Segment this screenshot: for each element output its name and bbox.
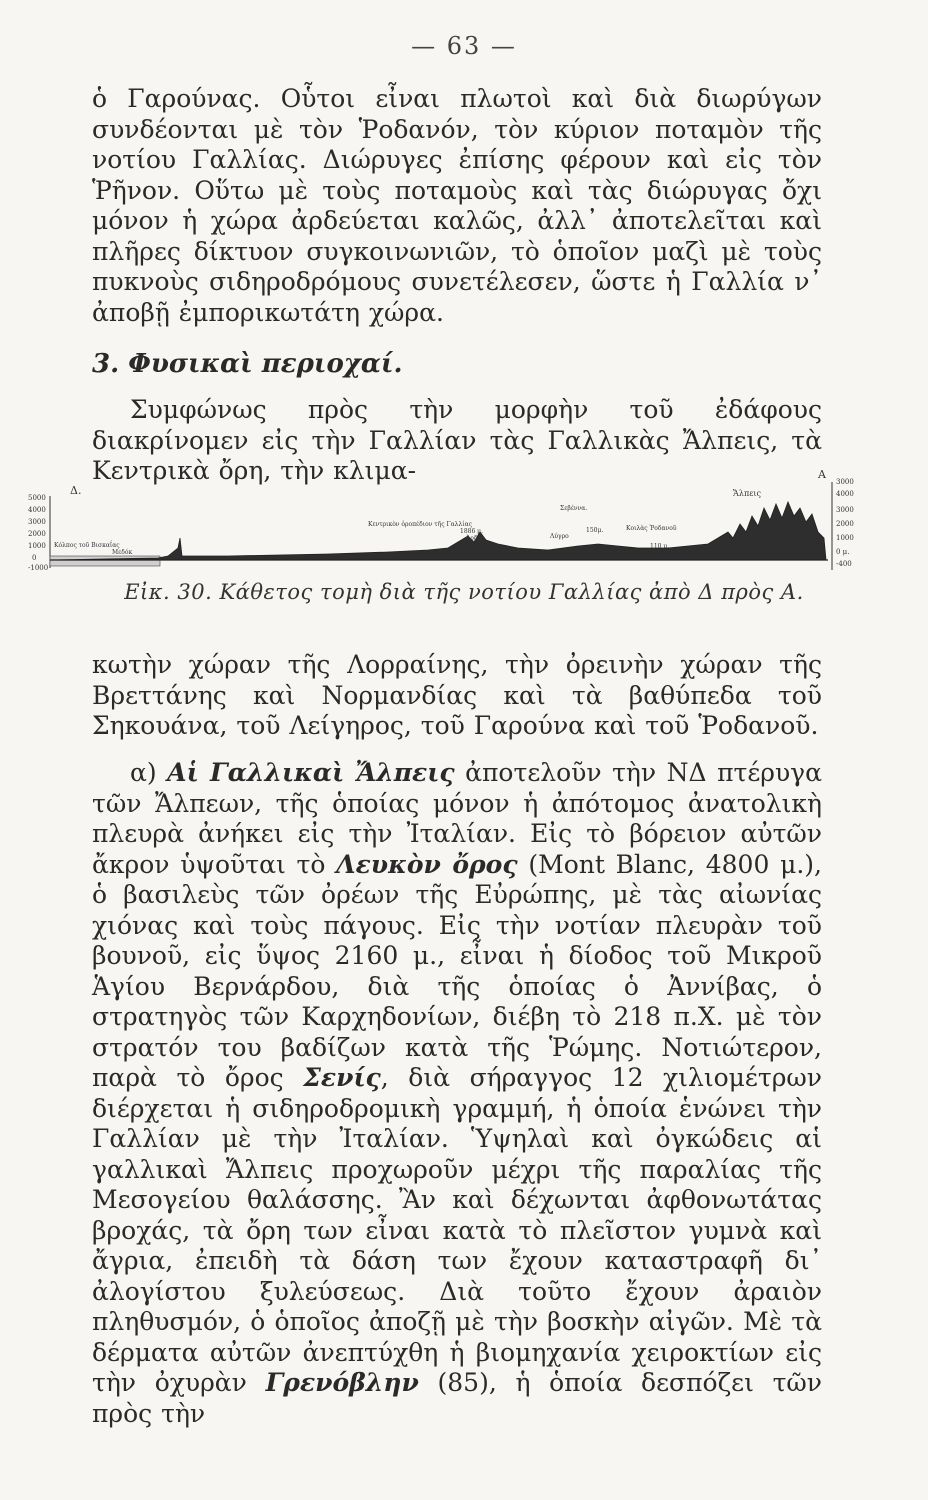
left-marker: Δ. [70,484,82,497]
left-scale-label: 4000 [28,506,46,514]
sea-area [50,556,160,566]
right-scale-label: 0 μ. [836,548,850,556]
cross-section-figure [28,468,888,578]
label-rhone: Κοιλὰς Ῥοδανοῦ [626,525,677,532]
alps-title: Αἱ Γαλλικαὶ Ἄλπεις [167,758,455,787]
paragraph-4-text-c: , διὰ σήραγγος 12 χιλιομέτρων διέρχεται ἡ σιδηροδρομικὴ γραμμή, ἡ ὁποία ἑνώνει τὴν Γαλλίαν μὲ τὴν Ἰταλίαν. Ὑψηλαὶ καὶ ὀγκώδεις αἱ γαλλικαὶ Ἄλπεις προχωροῦν μέχρι τῆς παραλίας τῆς Μεσογείου θαλάσσης. Ἂν καὶ δέχωνται ἀφθονωτάτας βροχάς, τὰ ὄρη των εἶναι κατὰ τὸ πλεῖστον γυμνὰ καὶ ἄγρια, ἐπειδὴ τὰ δάση των ἔχουν καταστραφῆ δι᾽ ἀλογίστου ξυλεύσεως. Διὰ τοῦτο ἔχουν ἀραιὸν πληθυσμόν, ὁ ὁποῖος ἀποζῇ μὲ τὴν βοσκὴν αἰγῶν. Μὲ τὰ δέρματα αὐτῶν ἀνεπτύχθη ἡ βιομηχανία χειροκτίων εἰς τὴν ὀχυρὰν [92,1063,822,1397]
right-scale-label: 3000 [836,478,854,486]
left-scale-label: 1000 [28,542,46,550]
right-marker: Α [818,468,826,481]
label-ardes: Ἀρδὲρ [466,535,485,542]
right-scale-label: 1000 [836,534,854,542]
left-scale-label: 3000 [28,518,46,526]
section-heading: 3. Φυσικαὶ περιοχαί. [92,349,403,379]
left-scale [28,494,48,572]
left-scale-label: -1000 [28,564,49,572]
mont-blanc-term: Λευκὸν ὄρος [336,849,518,879]
paragraph-4-text-b: (Mont Blanc, 4800 μ.), ὁ βασιλεὺς τῶν ὀρέων τῆς Εὐρώπης, μὲ τὰς αἰωνίας χιόνας καὶ τοὺς πάγους. Εἰς τὴν νοτίαν πλευρὰν τοῦ βουνοῦ, εἰς ὕψος 2160 μ., εἶναι ἡ δίοδος τοῦ Μικροῦ Ἁγίου Βερνάρδου, διὰ τῆς ὁποίας ὁ Ἀννίβας, ὁ στρατηγὸς τῶν Καρχηδονίων, διέβη τὸ 218 π.Χ. μὲ τὸν στρατόν του βαδίζων κατὰ τῆς Ῥώμης. Νοτιώτερον, παρὰ τὸ ὄρος [92,849,822,1092]
terrain-profile [50,502,826,560]
page-number: — 63 — [411,32,517,60]
left-scale-label: 5000 [28,494,46,502]
paragraph-3: κωτὴν χώραν τῆς Λορραίνης, τὴν ὀρεινὴν χώραν τῆς Βρεττάνης καὶ Νορμανδίας καὶ τὰ βαθύπεδα τοῦ Σηκουάνα, τοῦ Λείγηρος, τοῦ Γαρούνα καὶ τοῦ Ῥοδανοῦ. [92,650,822,740]
paragraph-4-text-a: ἀποτελοῦν τὴν ΝΔ πτέρυγα τῶν Ἄλπεων, τῆς ὁποίας μόνον ἡ ἀπότομος ἀνατολικὴ πλευρὰ ἀνήκει εἰς τὴν Ἰταλίαν. Εἰς τὸ βόρειον αὐτῶν ἄκρον ὑψοῦται τὸ [92,758,822,879]
label-alps: Ἄλπεις [733,489,761,498]
right-scale-label: -400 [836,560,852,568]
label-lyon-height: 150μ. [586,527,604,534]
grenoble-term: Γρενόβλην [265,1368,419,1397]
paragraph-4 [92,758,822,1429]
label-rhone-height: 110 μ. [650,543,670,550]
label-sea: Κόλπος τοῦ Βισκαΐας [54,542,120,549]
figure-caption: Εἰκ. 30. Κάθετος τομὴ διὰ τῆς νοτίου Γαλλίας ἀπὸ Δ πρὸς Α. [124,580,804,604]
label-plateau: Κεντρικὸν ὀροπέδιον τῆς Γαλλίας [368,521,473,528]
left-scale-label: 2000 [28,530,46,538]
left-scale-label: 0 [32,554,37,562]
paragraph-1: ὁ Γαρούνας. Οὗτοι εἶναι πλωτοὶ καὶ διὰ διωρύγων συνδέονται μὲ τὸν Ῥοδανόν, τὸν κύριον ποταμὸν τῆς νοτίου Γαλλίας. Διώρυγες ἐπίσης φέρουν καὶ εἰς τὸν Ῥῆνον. Οὕτω μὲ τοὺς ποταμοὺς καὶ τὰς διώρυγας ὄχι μόνον ἡ χώρα ἀρδεύεται καλῶς, ἀλλ᾽ ἀποτελεῖται καὶ πλῆρες δίκτυον συγκοινωνιῶν, τὸ ὁποῖον μαζὶ μὲ τοὺς πυκνοὺς σιδηροδρόμους συνετέλεσεν, ὥστε ἡ Γαλλία ν᾽ ἀποβῇ ἐμπορικωτάτη χώρα. [92,84,822,327]
paragraph-2-text: Συμφώνως πρὸς τὴν μορφὴν τοῦ ἐδάφους διακρίνομεν εἰς τὴν Γαλλίαν τὰς Γαλλικὰς Ἄλπεις, τὰ Κεντρικὰ ὄρη, τὴν κλιμα- [92,395,822,485]
label-plateau-height: 1886 μ. [460,528,483,535]
cenis-term: Σενίς [303,1063,381,1092]
label-lyon: Λύγρο [550,533,569,540]
paragraph-4-text-d: (85), ἡ ὁποία δεσπόζει τῶν πρὸς τὴν [92,1368,822,1428]
right-scale-label: 3000 [836,506,854,514]
right-scale [836,478,854,568]
label-meduk: Μεδόκ [112,549,133,556]
right-scale-label: 4000 [836,490,854,498]
right-scale-label: 2000 [836,520,854,528]
paragraph-4-marker: α) [130,758,157,787]
label-cevennes: Σεβέννα. [560,505,588,512]
